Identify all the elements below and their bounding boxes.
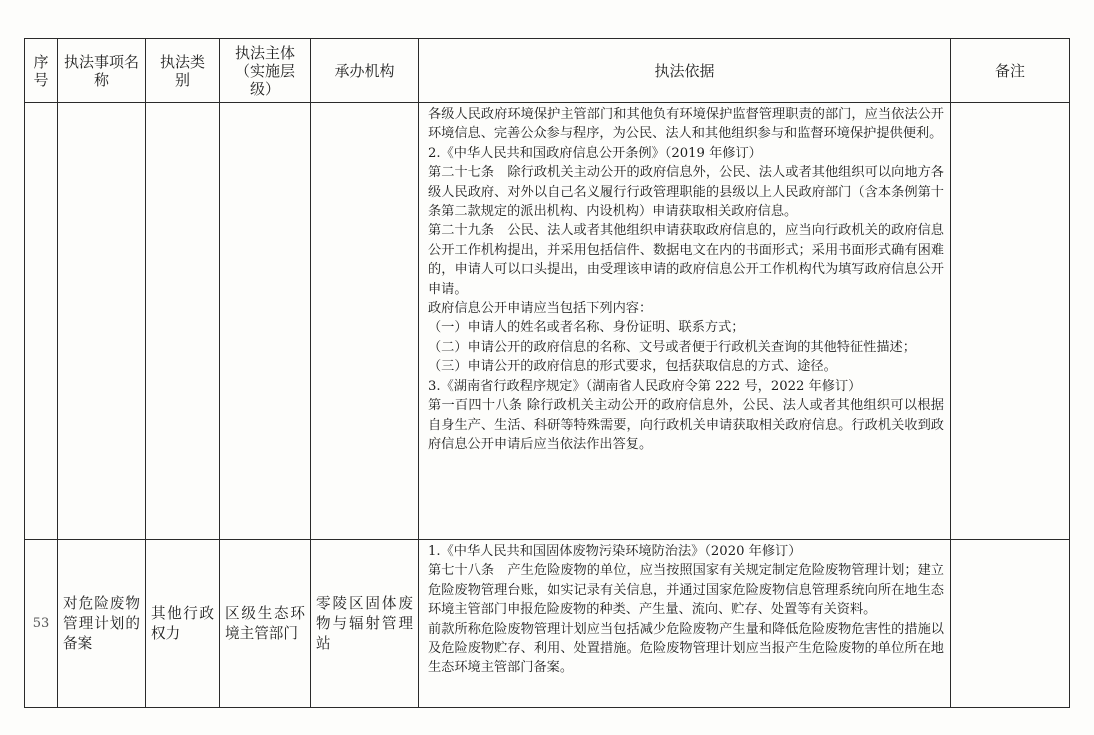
header-basis: 执法依据 [419, 39, 951, 103]
basis-paragraph: 1.《中华人民共和国固体废物污染环境防治法》（2020 年修订） [428, 544, 802, 559]
table-row [25, 540, 1070, 708]
basis-paragraph: 3.《湖南省行政程序规定》（湖南省人民政府令第 222 号，2022 年修订） [428, 378, 862, 394]
header-category: 执法类 别 [146, 39, 220, 103]
basis-paragraph: 第一百四十八条 除行政机关主动公开的政府信息外，公民、法人或者其他组织可以根据自身生产、生活、科研等特殊需要，向行政机关申请获取相关政府信息。行政机关收到政府信息公开申请后应当依法作出答复。 [428, 398, 944, 452]
basis-paragraph: 2.《中华人民共和国政府信息公开条例》（2019 年修订） [428, 145, 762, 161]
row-remark [951, 103, 1070, 540]
table-row [25, 103, 1070, 540]
basis-paragraph: 政府信息公开申请应当包括下列内容： [428, 301, 653, 317]
basis-paragraph: 前款所称危险废物管理计划应当包括减少危险废物产生量和降低危险废物危害性的措施以及危险废物贮存、利用、处置措施。危险废物管理计划应当报产生危险废物的单位所在地生态环境主管部门备案。 [428, 621, 944, 676]
row-category: 其他行政权力 [146, 540, 220, 708]
basis-paragraph: （二）申请公开的政府信息的名称、文号或者便于行政机关查询的其他特征性描述； [428, 339, 916, 355]
table-header-row [25, 39, 1070, 103]
row-basis [419, 540, 951, 708]
row-item-name: 对危险废物管理计划的备案 [58, 540, 146, 708]
row-basis [419, 103, 951, 540]
header-remark: 备注 [951, 39, 1070, 103]
header-agency: 承办机构 [311, 39, 419, 103]
header-seq: 序 号 [25, 39, 58, 103]
enforcement-table [24, 38, 1070, 708]
header-subject: 执法主体 （实施层 级） [220, 39, 311, 103]
row-subject: 区级生态环境主管部门 [220, 540, 311, 708]
row-remark [951, 540, 1070, 708]
basis-paragraph: 第二十九条 公民、法人或者其他组织申请获取政府信息的，应当向行政机关的政府信息公开工作机构提出，并采用包括信件、数据电文在内的书面形式；采用书面形式确有困难的，申请人可以口头提出，由受理该申请的政府信息公开工作机构代为填写政府信息公开申请。 [428, 223, 944, 297]
row-category [146, 103, 220, 540]
basis-paragraph: 各级人民政府环境保护主管部门和其他负有环境保护监督管理职责的部门，应当依法公开环境信息、完善公众参与程序，为公民、法人和其他组织参与和监督环境保护提供便利。 [428, 107, 944, 142]
row-item-name [58, 103, 146, 540]
basis-paragraph: 第七十八条 产生危险废物的单位，应当按照国家有关规定制定危险废物管理计划；建立危险废物管理台账，如实记录有关信息，并通过国家危险废物信息管理系统向所在地生态环境主管部门申报危险废物的种类、产生量、流向、贮存、处置等有关资料。 [428, 563, 944, 618]
row-agency [311, 103, 419, 540]
row-agency: 零陵区固体废物与辐射管理站 [311, 540, 419, 708]
header-item-name: 执法事项名 称 [58, 39, 146, 103]
basis-paragraph: （三）申请公开的政府信息的形式要求，包括获取信息的方式、途径。 [428, 359, 837, 375]
row-seq [25, 103, 58, 540]
row-seq: 53 [25, 540, 58, 708]
basis-paragraph: （一）申请人的姓名或者名称、身份证明、联系方式； [428, 320, 745, 336]
basis-paragraph: 第二十七条 除行政机关主动公开的政府信息外，公民、法人或者其他组织可以向地方各级人民政府、对外以自己名义履行行政管理职能的县级以上人民政府部门（含本条例第十条第二款规定的派出机构、内设机构）申请获取相关政府信息。 [428, 165, 944, 220]
row-subject [220, 103, 311, 540]
